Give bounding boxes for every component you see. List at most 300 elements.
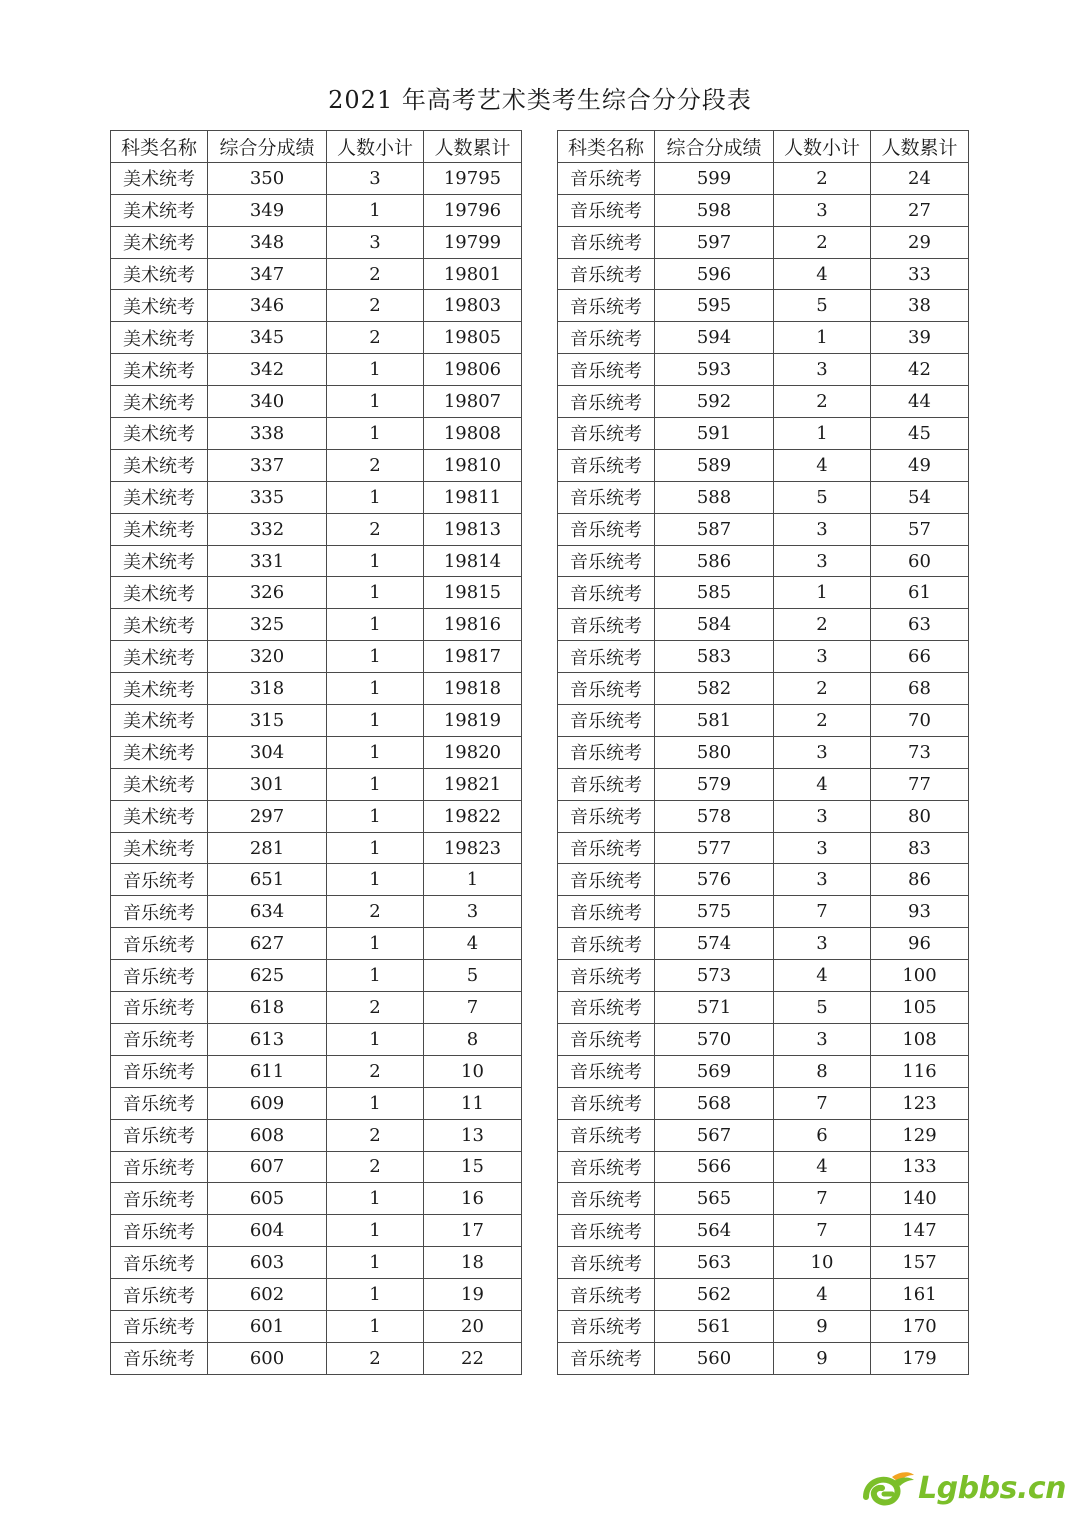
cell-category: 音乐统考 [111,1183,208,1215]
cell-cumulative: 29 [871,226,969,258]
cell-cumulative: 19818 [424,673,522,705]
cell-category: 音乐统考 [558,1183,655,1215]
cell-count: 1 [327,577,424,609]
cell-count: 2 [327,258,424,290]
table-row [111,673,522,705]
cell-cumulative: 129 [871,1119,969,1151]
table-row [558,1023,969,1055]
cell-score: 579 [655,768,774,800]
cell-count: 1 [327,832,424,864]
cell-cumulative: 19821 [424,768,522,800]
table-row [558,322,969,354]
cell-cumulative: 11 [424,1087,522,1119]
table-row [111,449,522,481]
cell-score: 345 [208,322,327,354]
table-row [111,992,522,1024]
table-row [558,513,969,545]
cell-score: 608 [208,1119,327,1151]
cell-count: 1 [327,1087,424,1119]
cell-score: 332 [208,513,327,545]
cell-score: 585 [655,577,774,609]
cell-category: 美术统考 [111,736,208,768]
cell-count: 2 [327,1342,424,1374]
cell-score: 587 [655,513,774,545]
cell-category: 音乐统考 [558,896,655,928]
cell-cumulative: 19819 [424,705,522,737]
cell-count: 1 [327,418,424,450]
table-row [558,705,969,737]
cell-score: 568 [655,1087,774,1119]
cell-cumulative: 61 [871,577,969,609]
cell-cumulative: 179 [871,1342,969,1374]
cell-cumulative: 10 [424,1055,522,1087]
table-row [558,736,969,768]
cell-count: 4 [774,768,871,800]
cell-score: 611 [208,1055,327,1087]
cell-category: 美术统考 [111,226,208,258]
cell-count: 3 [774,545,871,577]
cell-category: 音乐统考 [111,896,208,928]
cell-category: 美术统考 [111,609,208,641]
header-count: 人数小计 [327,131,424,163]
table-row [558,928,969,960]
cell-category: 美术统考 [111,545,208,577]
cell-category: 美术统考 [111,290,208,322]
table-row [558,449,969,481]
header-cumulative: 人数累计 [424,131,522,163]
table-row [111,768,522,800]
cell-cumulative: 108 [871,1023,969,1055]
cell-category: 美术统考 [111,705,208,737]
table-row [111,481,522,513]
cell-count: 1 [327,960,424,992]
cell-score: 627 [208,928,327,960]
table-row [558,1055,969,1087]
table-row [558,960,969,992]
cell-count: 3 [774,832,871,864]
table-row [111,1279,522,1311]
cell-category: 美术统考 [111,194,208,226]
table-row [558,194,969,226]
cell-category: 音乐统考 [558,1055,655,1087]
cell-score: 301 [208,768,327,800]
cell-score: 583 [655,641,774,673]
cell-category: 音乐统考 [558,1342,655,1374]
cell-category: 音乐统考 [111,1151,208,1183]
cell-cumulative: 80 [871,800,969,832]
cell-category: 音乐统考 [111,1215,208,1247]
table-row [558,418,969,450]
table-row [558,354,969,386]
cell-cumulative: 19814 [424,545,522,577]
cell-count: 2 [327,290,424,322]
cell-cumulative: 60 [871,545,969,577]
table-row [111,1183,522,1215]
cell-count: 1 [327,864,424,896]
cell-cumulative: 16 [424,1183,522,1215]
cell-cumulative: 100 [871,960,969,992]
table-row [111,354,522,386]
cell-category: 音乐统考 [558,705,655,737]
cell-category: 音乐统考 [558,545,655,577]
cell-score: 315 [208,705,327,737]
cell-cumulative: 133 [871,1151,969,1183]
cell-category: 音乐统考 [111,864,208,896]
cell-count: 5 [774,481,871,513]
table-row [111,1023,522,1055]
cell-score: 326 [208,577,327,609]
cell-category: 音乐统考 [558,641,655,673]
header-score: 综合分成绩 [208,131,327,163]
cell-cumulative: 7 [424,992,522,1024]
cell-cumulative: 93 [871,896,969,928]
cell-count: 1 [327,1215,424,1247]
cell-count: 1 [327,194,424,226]
cell-score: 566 [655,1151,774,1183]
cell-score: 338 [208,418,327,450]
cell-count: 1 [327,641,424,673]
cell-category: 美术统考 [111,513,208,545]
cell-count: 3 [774,513,871,545]
table-row [558,1342,969,1374]
cell-count: 6 [774,1119,871,1151]
table-row [558,832,969,864]
cell-count: 1 [327,1183,424,1215]
cell-score: 337 [208,449,327,481]
table-row [111,258,522,290]
cell-score: 561 [655,1310,774,1342]
cell-count: 2 [774,673,871,705]
cell-score: 588 [655,481,774,513]
table-row [111,736,522,768]
cell-category: 音乐统考 [558,1151,655,1183]
cell-category: 美术统考 [111,418,208,450]
cell-count: 2 [774,226,871,258]
cell-count: 1 [327,545,424,577]
table-row [558,290,969,322]
table-row [111,322,522,354]
cell-score: 604 [208,1215,327,1247]
cell-category: 美术统考 [111,481,208,513]
cell-category: 音乐统考 [558,386,655,418]
cell-count: 1 [327,354,424,386]
cell-score: 348 [208,226,327,258]
cell-cumulative: 170 [871,1310,969,1342]
cell-cumulative: 77 [871,768,969,800]
cell-count: 3 [774,641,871,673]
table-row [558,577,969,609]
table-row [558,162,969,194]
cell-count: 2 [774,609,871,641]
cell-category: 音乐统考 [558,481,655,513]
cell-count: 3 [774,354,871,386]
cell-count: 1 [327,386,424,418]
cell-count: 2 [327,513,424,545]
table-row [111,641,522,673]
cell-category: 音乐统考 [558,768,655,800]
cell-cumulative: 22 [424,1342,522,1374]
table-row [111,1215,522,1247]
cell-category: 音乐统考 [111,1279,208,1311]
table-row [558,545,969,577]
cell-count: 1 [327,1247,424,1279]
table-row [558,1247,969,1279]
table-row [558,258,969,290]
cell-category: 美术统考 [111,768,208,800]
cell-score: 304 [208,736,327,768]
cell-score: 609 [208,1087,327,1119]
cell-score: 597 [655,226,774,258]
cell-count: 2 [327,896,424,928]
cell-count: 1 [327,1279,424,1311]
cell-count: 5 [774,290,871,322]
table-row [111,1310,522,1342]
cell-count: 1 [327,800,424,832]
cell-category: 音乐统考 [111,992,208,1024]
table-row [558,1119,969,1151]
table-row [111,418,522,450]
cell-score: 600 [208,1342,327,1374]
watermark-text: Lgbbs.cn [918,1470,1066,1506]
cell-cumulative: 15 [424,1151,522,1183]
cell-count: 3 [774,194,871,226]
cell-score: 593 [655,354,774,386]
header-category: 科类名称 [111,131,208,163]
cell-cumulative: 24 [871,162,969,194]
cell-count: 1 [327,928,424,960]
cell-count: 4 [774,1151,871,1183]
table-row [558,609,969,641]
cell-category: 音乐统考 [558,577,655,609]
table-row [111,1087,522,1119]
cell-category: 音乐统考 [558,960,655,992]
cell-cumulative: 83 [871,832,969,864]
cell-count: 3 [774,800,871,832]
cell-score: 607 [208,1151,327,1183]
cell-category: 音乐统考 [111,1023,208,1055]
cell-cumulative: 54 [871,481,969,513]
cell-count: 4 [774,1279,871,1311]
cell-score: 601 [208,1310,327,1342]
cell-cumulative: 116 [871,1055,969,1087]
cell-score: 575 [655,896,774,928]
cell-cumulative: 19796 [424,194,522,226]
table-row [111,1247,522,1279]
cell-cumulative: 42 [871,354,969,386]
cell-score: 586 [655,545,774,577]
table-row [111,513,522,545]
cell-score: 350 [208,162,327,194]
cell-score: 595 [655,290,774,322]
cell-cumulative: 19816 [424,609,522,641]
cell-category: 美术统考 [111,386,208,418]
table-header-row [558,131,969,163]
cell-cumulative: 70 [871,705,969,737]
table-row [111,577,522,609]
cell-score: 563 [655,1247,774,1279]
cell-cumulative: 19811 [424,481,522,513]
page-title: 2021 年高考艺术类考生综合分分段表 [328,86,752,114]
cell-category: 美术统考 [111,354,208,386]
cell-score: 335 [208,481,327,513]
cell-score: 347 [208,258,327,290]
cell-score: 599 [655,162,774,194]
cell-score: 346 [208,290,327,322]
cell-category: 音乐统考 [558,513,655,545]
cell-cumulative: 19799 [424,226,522,258]
cell-category: 音乐统考 [111,1247,208,1279]
cell-score: 584 [655,609,774,641]
table-row [111,545,522,577]
table-row [111,960,522,992]
cell-cumulative: 5 [424,960,522,992]
lgbbs-logo-icon [858,1467,916,1509]
cell-cumulative: 123 [871,1087,969,1119]
cell-count: 4 [774,258,871,290]
cell-category: 音乐统考 [111,928,208,960]
cell-count: 7 [774,896,871,928]
cell-count: 5 [774,992,871,1024]
cell-cumulative: 17 [424,1215,522,1247]
cell-score: 592 [655,386,774,418]
cell-count: 1 [327,736,424,768]
cell-count: 1 [327,609,424,641]
cell-score: 325 [208,609,327,641]
cell-cumulative: 19803 [424,290,522,322]
cell-score: 565 [655,1183,774,1215]
cell-cumulative: 66 [871,641,969,673]
cell-score: 591 [655,418,774,450]
watermark [858,1467,1066,1509]
cell-category: 音乐统考 [558,1310,655,1342]
score-table-right-body [558,162,969,1374]
cell-score: 320 [208,641,327,673]
cell-cumulative: 4 [424,928,522,960]
cell-count: 2 [327,992,424,1024]
cell-count: 2 [327,1055,424,1087]
cell-count: 2 [774,162,871,194]
cell-count: 7 [774,1215,871,1247]
cell-score: 594 [655,322,774,354]
cell-category: 美术统考 [111,800,208,832]
score-table-right [557,130,969,1375]
cell-score: 570 [655,1023,774,1055]
cell-category: 音乐统考 [558,418,655,450]
table-row [558,1279,969,1311]
table-row [111,386,522,418]
cell-category: 音乐统考 [558,162,655,194]
cell-cumulative: 161 [871,1279,969,1311]
cell-count: 1 [774,322,871,354]
cell-cumulative: 96 [871,928,969,960]
cell-cumulative: 19815 [424,577,522,609]
cell-category: 音乐统考 [558,736,655,768]
cell-count: 1 [327,1023,424,1055]
table-row [111,800,522,832]
cell-category: 音乐统考 [111,1342,208,1374]
cell-cumulative: 38 [871,290,969,322]
table-row [111,290,522,322]
cell-category: 音乐统考 [558,992,655,1024]
cell-score: 562 [655,1279,774,1311]
cell-count: 3 [327,162,424,194]
cell-score: 331 [208,545,327,577]
cell-score: 598 [655,194,774,226]
cell-category: 美术统考 [111,449,208,481]
table-row [111,864,522,896]
cell-score: 281 [208,832,327,864]
cell-count: 2 [327,1151,424,1183]
cell-category: 音乐统考 [558,864,655,896]
table-row [558,896,969,928]
cell-count: 2 [327,1119,424,1151]
cell-category: 音乐统考 [558,354,655,386]
table-row [111,1151,522,1183]
cell-count: 3 [774,736,871,768]
cell-category: 美术统考 [111,258,208,290]
cell-cumulative: 19806 [424,354,522,386]
cell-score: 603 [208,1247,327,1279]
cell-count: 2 [327,322,424,354]
cell-cumulative: 157 [871,1247,969,1279]
cell-category: 美术统考 [111,641,208,673]
cell-score: 596 [655,258,774,290]
cell-score: 564 [655,1215,774,1247]
cell-cumulative: 147 [871,1215,969,1247]
cell-score: 560 [655,1342,774,1374]
cell-cumulative: 73 [871,736,969,768]
cell-category: 音乐统考 [558,1087,655,1119]
cell-cumulative: 68 [871,673,969,705]
cell-score: 576 [655,864,774,896]
cell-score: 342 [208,354,327,386]
table-row [111,226,522,258]
score-table-left-body [111,162,522,1374]
cell-cumulative: 3 [424,896,522,928]
cell-category: 音乐统考 [558,800,655,832]
cell-category: 美术统考 [111,322,208,354]
cell-count: 9 [774,1342,871,1374]
header-score: 综合分成绩 [655,131,774,163]
cell-cumulative: 8 [424,1023,522,1055]
cell-cumulative: 18 [424,1247,522,1279]
table-row [558,992,969,1024]
cell-score: 578 [655,800,774,832]
cell-count: 1 [327,1310,424,1342]
cell-category: 音乐统考 [558,1119,655,1151]
cell-category: 音乐统考 [558,258,655,290]
table-row [558,768,969,800]
cell-cumulative: 19817 [424,641,522,673]
table-row [558,386,969,418]
cell-score: 297 [208,800,327,832]
cell-count: 4 [774,960,871,992]
cell-count: 1 [774,577,871,609]
cell-count: 1 [327,481,424,513]
cell-cumulative: 45 [871,418,969,450]
cell-cumulative: 49 [871,449,969,481]
cell-category: 音乐统考 [558,449,655,481]
cell-score: 580 [655,736,774,768]
cell-cumulative: 19813 [424,513,522,545]
cell-cumulative: 19801 [424,258,522,290]
cell-score: 349 [208,194,327,226]
cell-cumulative: 19820 [424,736,522,768]
score-table-left [110,130,522,1375]
cell-score: 571 [655,992,774,1024]
cell-category: 音乐统考 [558,1279,655,1311]
cell-cumulative: 33 [871,258,969,290]
